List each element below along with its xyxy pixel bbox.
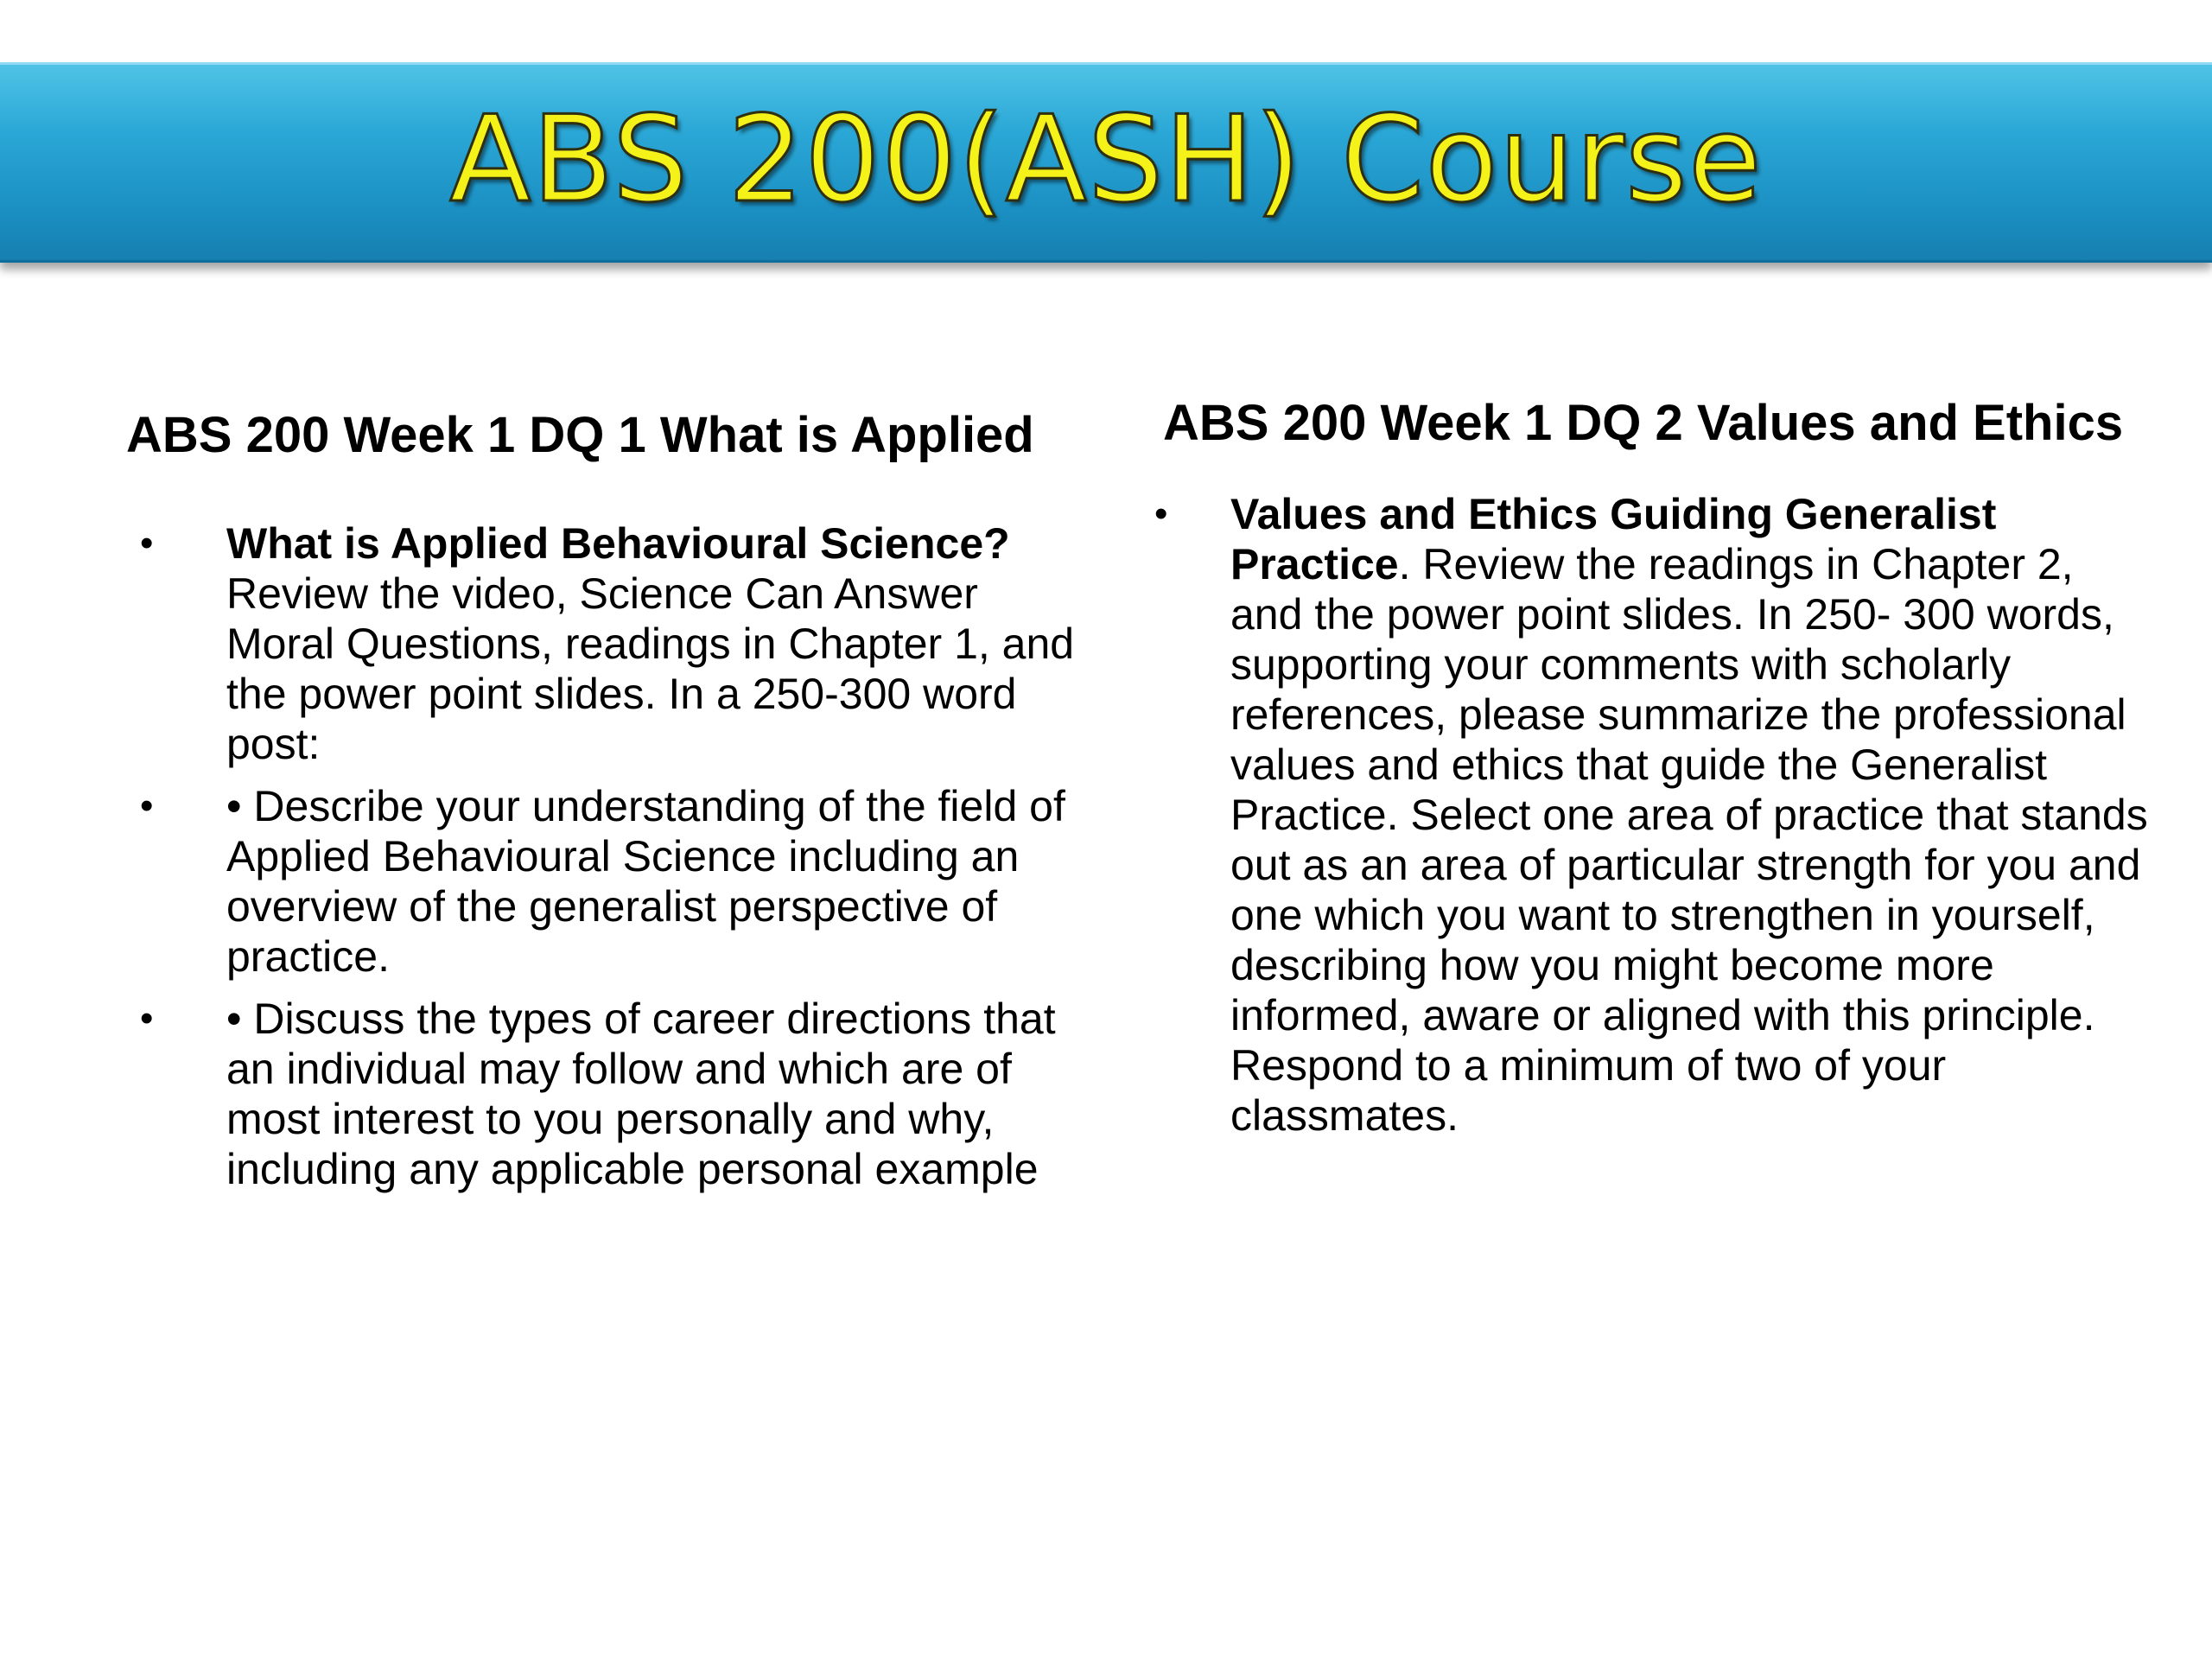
right-column xyxy=(1154,391,2148,1153)
title-banner xyxy=(0,62,2212,263)
left-bullet-list xyxy=(126,518,1094,1194)
bullet-text: • Describe your understanding of the field of Applied Behavioural Science including an overview of the generalist perspective of practice. xyxy=(226,782,1065,981)
list-item xyxy=(126,994,1094,1194)
left-column xyxy=(126,399,1094,1206)
right-bullet-list xyxy=(1154,489,2148,1141)
slide-title: ABS 200(ASH) Course xyxy=(449,90,1763,229)
bullet-bold-text: Values and Ethics Guiding Generalist Practice xyxy=(1230,490,1997,588)
bullet-bold-text: What is Applied Behavioural Science? xyxy=(226,519,1010,568)
list-item xyxy=(1154,489,2148,1141)
bullet-icon: • xyxy=(1154,493,1168,535)
bullet-icon: • xyxy=(140,997,154,1039)
bullet-text: . Review the readings in Chapter 2, and the power point slides. In 250- 300 words, supporting your comments with scholarly references, please summarize the professional values and ethics that guide the Generalist Practice. Select one area of practice that stands out as an area of particular strength for you and one which you want to strengthen in yourself, describing how you might become more informed, aware or aligned with this principle. Respond to a minimum of two of your classmates. xyxy=(1230,540,2148,1140)
right-column-heading: ABS 200 Week 1 DQ 2 Values and Ethics xyxy=(1163,395,2124,451)
list-item xyxy=(126,518,1094,769)
bullet-text: • Discuss the types of career directions that an individual may follow and which are of most interest to you personally and why, including any applicable personal example xyxy=(226,995,1056,1193)
bullet-icon: • xyxy=(140,785,154,827)
list-item xyxy=(126,781,1094,982)
left-column-heading: ABS 200 Week 1 DQ 1 What is Applied xyxy=(126,407,1034,463)
bullet-text: Review the video, Science Can Answer Moral Questions, readings in Chapter 1, and the power point slides. In a 250-300 word post: xyxy=(226,569,1075,768)
bullet-icon: • xyxy=(140,522,154,564)
